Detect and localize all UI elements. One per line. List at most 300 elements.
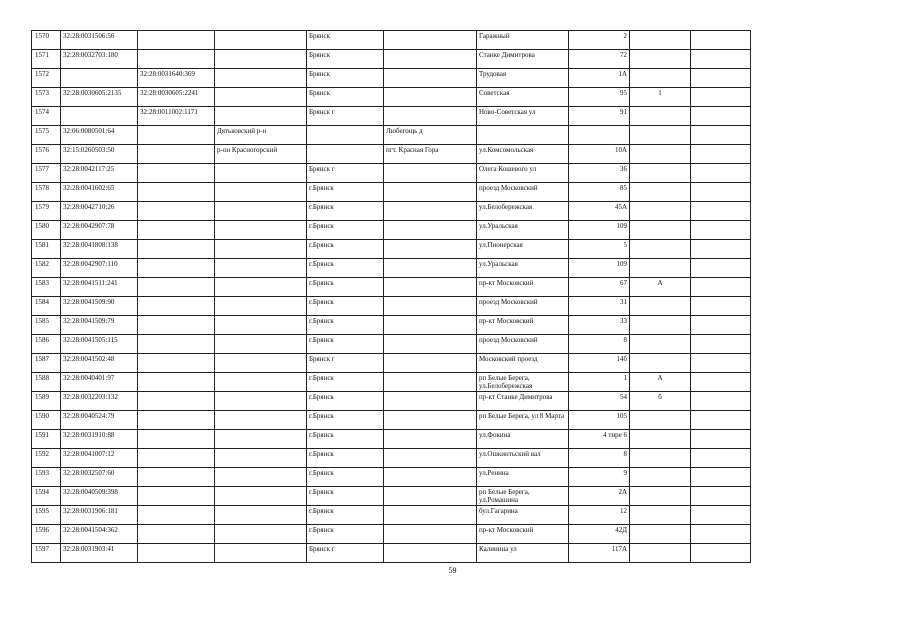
extra-cell	[691, 126, 751, 145]
table-row	[32, 468, 751, 487]
district-cell	[215, 221, 307, 240]
alt-cadastral-number-cell	[138, 392, 215, 411]
alt-cadastral-number-cell: 32:28:0030605:2241	[138, 88, 215, 107]
house-number-cell: 117А	[569, 544, 630, 563]
table-row	[32, 50, 751, 69]
city-cell: Брянск	[307, 50, 384, 69]
extra-cell	[691, 506, 751, 525]
alt-cadastral-number-cell: 32:28:0031640:369	[138, 69, 215, 88]
alt-cadastral-number-cell	[138, 183, 215, 202]
district-cell	[215, 468, 307, 487]
extra-cell	[691, 468, 751, 487]
settlement-cell: Любегощь д	[384, 126, 477, 145]
extra-cell	[691, 335, 751, 354]
cadastral-number-cell: 32:28:0031906:181	[61, 506, 138, 525]
city-cell: Брянск	[307, 69, 384, 88]
district-cell	[215, 202, 307, 221]
building-cell	[630, 544, 691, 563]
house-number-cell: 8	[569, 449, 630, 468]
settlement-cell	[384, 297, 477, 316]
settlement-cell	[384, 430, 477, 449]
table-row	[32, 335, 751, 354]
settlement-cell	[384, 373, 477, 392]
house-number-cell: 2А	[569, 487, 630, 506]
settlement-cell	[384, 240, 477, 259]
alt-cadastral-number-cell	[138, 164, 215, 183]
row-number-cell: 1583	[32, 278, 61, 297]
building-cell	[630, 354, 691, 373]
alt-cadastral-number-cell	[138, 544, 215, 563]
alt-cadastral-number-cell	[138, 373, 215, 392]
table-row	[32, 297, 751, 316]
table-row	[32, 354, 751, 373]
street-cell: Олега Кошевого ул	[477, 164, 569, 183]
extra-cell	[691, 183, 751, 202]
city-cell: Брянск г	[307, 544, 384, 563]
building-cell: А	[630, 278, 691, 297]
settlement-cell	[384, 88, 477, 107]
district-cell	[215, 164, 307, 183]
table-row	[32, 202, 751, 221]
cadastral-number-cell: 32:28:0041509:79	[61, 316, 138, 335]
row-number-cell: 1573	[32, 88, 61, 107]
street-cell: ул.Пионерская	[477, 240, 569, 259]
table-row	[32, 221, 751, 240]
house-number-cell: 9	[569, 468, 630, 487]
building-cell	[630, 297, 691, 316]
district-cell	[215, 506, 307, 525]
house-number-cell: 14б	[569, 354, 630, 373]
cadastral-number-cell: 32:28:0041808:138	[61, 240, 138, 259]
house-number-cell: 1А	[569, 69, 630, 88]
building-cell	[630, 449, 691, 468]
extra-cell	[691, 69, 751, 88]
house-number-cell: 5	[569, 240, 630, 259]
building-cell	[630, 430, 691, 449]
cadastral-number-cell: 32:28:0041511:241	[61, 278, 138, 297]
row-number-cell: 1575	[32, 126, 61, 145]
row-number-cell: 1587	[32, 354, 61, 373]
cadastral-number-cell: 32:28:0032507:60	[61, 468, 138, 487]
building-cell	[630, 506, 691, 525]
house-number-cell: 95	[569, 88, 630, 107]
table-row	[32, 506, 751, 525]
building-cell	[630, 31, 691, 50]
settlement-cell	[384, 278, 477, 297]
extra-cell	[691, 430, 751, 449]
building-cell	[630, 145, 691, 164]
street-cell: Гаражный	[477, 31, 569, 50]
table-row	[32, 392, 751, 411]
cadastral-number-cell: 32:28:0032203:132	[61, 392, 138, 411]
settlement-cell	[384, 411, 477, 430]
extra-cell	[691, 259, 751, 278]
cadastral-number-cell: 32:28:0041505:115	[61, 335, 138, 354]
cadastral-number-cell: 32:28:0041602:65	[61, 183, 138, 202]
house-number-cell: 54	[569, 392, 630, 411]
district-cell	[215, 544, 307, 563]
table-row	[32, 259, 751, 278]
house-number-cell: 91	[569, 107, 630, 126]
building-cell	[630, 69, 691, 88]
street-cell: пр-кт Московский	[477, 525, 569, 544]
street-cell: пр-кт Станке Димитрова	[477, 392, 569, 411]
row-number-cell: 1581	[32, 240, 61, 259]
extra-cell	[691, 107, 751, 126]
extra-cell	[691, 145, 751, 164]
street-cell: проезд Московский	[477, 335, 569, 354]
row-number-cell: 1592	[32, 449, 61, 468]
street-cell: проезд Московский	[477, 183, 569, 202]
table-row	[32, 88, 751, 107]
district-cell	[215, 373, 307, 392]
alt-cadastral-number-cell: 32:28:0011002:1171	[138, 107, 215, 126]
street-cell: ул.Фокина	[477, 430, 569, 449]
city-cell: г.Брянск	[307, 373, 384, 392]
extra-cell	[691, 278, 751, 297]
table-row	[32, 544, 751, 563]
district-cell	[215, 411, 307, 430]
house-number-cell: 2	[569, 31, 630, 50]
settlement-cell	[384, 316, 477, 335]
row-number-cell: 1595	[32, 506, 61, 525]
alt-cadastral-number-cell	[138, 202, 215, 221]
district-cell	[215, 278, 307, 297]
street-cell: Станке Димитрова	[477, 50, 569, 69]
city-cell: г.Брянск	[307, 183, 384, 202]
cadastral-number-cell	[61, 107, 138, 126]
district-cell	[215, 50, 307, 69]
city-cell: Брянск г	[307, 354, 384, 373]
city-cell: Брянск г	[307, 107, 384, 126]
street-cell: ул.Ошкинтьский вал	[477, 449, 569, 468]
street-cell: Трудовая	[477, 69, 569, 88]
page-number: 59	[448, 566, 457, 575]
street-cell: пр-кт Московский	[477, 278, 569, 297]
extra-cell	[691, 31, 751, 50]
district-cell	[215, 354, 307, 373]
building-cell	[630, 126, 691, 145]
cadastral-number-cell	[61, 69, 138, 88]
district-cell	[215, 31, 307, 50]
settlement-cell	[384, 164, 477, 183]
row-number-cell: 1574	[32, 107, 61, 126]
cadastral-number-cell: 32:28:0041504:362	[61, 525, 138, 544]
extra-cell	[691, 544, 751, 563]
settlement-cell	[384, 221, 477, 240]
row-number-cell: 1596	[32, 525, 61, 544]
alt-cadastral-number-cell	[138, 278, 215, 297]
extra-cell	[691, 354, 751, 373]
building-cell	[630, 335, 691, 354]
house-number-cell: 1	[569, 373, 630, 392]
alt-cadastral-number-cell	[138, 335, 215, 354]
row-number-cell: 1584	[32, 297, 61, 316]
alt-cadastral-number-cell	[138, 506, 215, 525]
cadastral-number-cell: 32:28:0042710:26	[61, 202, 138, 221]
row-number-cell: 1572	[32, 69, 61, 88]
cadastral-number-cell: 32:28:0042117:25	[61, 164, 138, 183]
extra-cell	[691, 50, 751, 69]
extra-cell	[691, 88, 751, 107]
city-cell	[307, 145, 384, 164]
city-cell: г.Брянск	[307, 278, 384, 297]
city-cell: г.Брянск	[307, 430, 384, 449]
city-cell: г.Брянск	[307, 297, 384, 316]
settlement-cell	[384, 202, 477, 221]
extra-cell	[691, 525, 751, 544]
building-cell: б	[630, 392, 691, 411]
alt-cadastral-number-cell	[138, 297, 215, 316]
city-cell: г.Брянск	[307, 221, 384, 240]
house-number-cell: 31	[569, 297, 630, 316]
street-cell: пр-кт Московский	[477, 316, 569, 335]
building-cell	[630, 202, 691, 221]
settlement-cell	[384, 183, 477, 202]
district-cell: Дятьковский р-н	[215, 126, 307, 145]
settlement-cell	[384, 487, 477, 506]
alt-cadastral-number-cell	[138, 259, 215, 278]
city-cell: Брянск	[307, 88, 384, 107]
city-cell: г.Брянск	[307, 487, 384, 506]
building-cell	[630, 107, 691, 126]
extra-cell	[691, 411, 751, 430]
city-cell: г.Брянск	[307, 316, 384, 335]
table-body	[32, 31, 751, 563]
row-number-cell: 1590	[32, 411, 61, 430]
district-cell	[215, 430, 307, 449]
street-cell: ул.Белобережская	[477, 202, 569, 221]
alt-cadastral-number-cell	[138, 354, 215, 373]
cadastral-number-cell: 32:28:0041502:48	[61, 354, 138, 373]
district-cell: р-он Красногорский	[215, 145, 307, 164]
table-row	[32, 525, 751, 544]
row-number-cell: 1570	[32, 31, 61, 50]
settlement-cell	[384, 50, 477, 69]
district-cell	[215, 316, 307, 335]
district-cell	[215, 69, 307, 88]
table-row	[32, 487, 751, 506]
settlement-cell	[384, 69, 477, 88]
city-cell: г.Брянск	[307, 506, 384, 525]
district-cell	[215, 525, 307, 544]
street-cell: ул.Уральская	[477, 259, 569, 278]
house-number-cell: 72	[569, 50, 630, 69]
row-number-cell: 1585	[32, 316, 61, 335]
cadastral-number-cell: 32:28:0042907:110	[61, 259, 138, 278]
city-cell: г.Брянск	[307, 240, 384, 259]
table-row	[32, 31, 751, 50]
cadastral-number-cell: 32:15:0260503:50	[61, 145, 138, 164]
table-row	[32, 145, 751, 164]
settlement-cell	[384, 392, 477, 411]
cadastral-number-cell: 32:28:0041007:12	[61, 449, 138, 468]
row-number-cell: 1586	[32, 335, 61, 354]
row-number-cell: 1578	[32, 183, 61, 202]
building-cell: А	[630, 373, 691, 392]
alt-cadastral-number-cell	[138, 468, 215, 487]
building-cell	[630, 183, 691, 202]
row-number-cell: 1597	[32, 544, 61, 563]
settlement-cell	[384, 525, 477, 544]
cadastral-number-cell: 32:28:0031506:56	[61, 31, 138, 50]
house-number-cell: 36	[569, 164, 630, 183]
street-cell: Советская	[477, 88, 569, 107]
city-cell: г.Брянск	[307, 259, 384, 278]
house-number-cell: 105	[569, 411, 630, 430]
settlement-cell	[384, 107, 477, 126]
district-cell	[215, 240, 307, 259]
street-cell: рп Белые Берега, ул 8 Марта	[477, 411, 569, 430]
cadastral-number-cell: 32:28:0040524:79	[61, 411, 138, 430]
row-number-cell: 1591	[32, 430, 61, 449]
building-cell	[630, 221, 691, 240]
extra-cell	[691, 164, 751, 183]
city-cell: г.Брянск	[307, 202, 384, 221]
table-row	[32, 69, 751, 88]
district-cell	[215, 335, 307, 354]
row-number-cell: 1588	[32, 373, 61, 392]
registry-table	[31, 30, 751, 563]
city-cell: г.Брянск	[307, 392, 384, 411]
settlement-cell	[384, 259, 477, 278]
building-cell	[630, 487, 691, 506]
extra-cell	[691, 221, 751, 240]
building-cell	[630, 50, 691, 69]
settlement-cell	[384, 544, 477, 563]
table-row	[32, 164, 751, 183]
cadastral-number-cell: 32:28:0041509:90	[61, 297, 138, 316]
building-cell: 1	[630, 88, 691, 107]
settlement-cell	[384, 468, 477, 487]
row-number-cell: 1589	[32, 392, 61, 411]
table-row	[32, 107, 751, 126]
cadastral-number-cell: 32:28:0031910:88	[61, 430, 138, 449]
row-number-cell: 1577	[32, 164, 61, 183]
house-number-cell: 12	[569, 506, 630, 525]
cadastral-number-cell: 32:28:0040401:97	[61, 373, 138, 392]
street-cell: ул.Уральская	[477, 221, 569, 240]
district-cell	[215, 487, 307, 506]
alt-cadastral-number-cell	[138, 50, 215, 69]
city-cell: Брянск	[307, 31, 384, 50]
cadastral-number-cell: 32:28:0031903:41	[61, 544, 138, 563]
row-number-cell: 1593	[32, 468, 61, 487]
city-cell: г.Брянск	[307, 411, 384, 430]
district-cell	[215, 392, 307, 411]
district-cell	[215, 259, 307, 278]
district-cell	[215, 88, 307, 107]
city-cell: г.Брянск	[307, 449, 384, 468]
settlement-cell	[384, 354, 477, 373]
building-cell	[630, 259, 691, 278]
house-number-cell: 85	[569, 183, 630, 202]
cadastral-number-cell: 32:28:0030605:2135	[61, 88, 138, 107]
city-cell: г.Брянск	[307, 335, 384, 354]
building-cell	[630, 164, 691, 183]
street-cell: рп Белые Берега, ул.Ромашина	[477, 487, 569, 506]
alt-cadastral-number-cell	[138, 487, 215, 506]
alt-cadastral-number-cell	[138, 449, 215, 468]
table-row	[32, 373, 751, 392]
settlement-cell	[384, 31, 477, 50]
alt-cadastral-number-cell	[138, 221, 215, 240]
house-number-cell: 4 тире 6	[569, 430, 630, 449]
street-cell: Московский проезд	[477, 354, 569, 373]
city-cell: Брянск г	[307, 164, 384, 183]
extra-cell	[691, 449, 751, 468]
street-cell	[477, 126, 569, 145]
table-row	[32, 278, 751, 297]
extra-cell	[691, 487, 751, 506]
house-number-cell: 42Д	[569, 525, 630, 544]
street-cell: Ново-Советская ул	[477, 107, 569, 126]
alt-cadastral-number-cell	[138, 126, 215, 145]
district-cell	[215, 183, 307, 202]
table-row	[32, 183, 751, 202]
house-number-cell: 10А	[569, 145, 630, 164]
street-cell: бул.Гагарина	[477, 506, 569, 525]
house-number-cell: 33	[569, 316, 630, 335]
row-number-cell: 1594	[32, 487, 61, 506]
building-cell	[630, 468, 691, 487]
street-cell: Калинина ул	[477, 544, 569, 563]
building-cell	[630, 240, 691, 259]
row-number-cell: 1576	[32, 145, 61, 164]
house-number-cell: 109	[569, 221, 630, 240]
city-cell: г.Брянск	[307, 468, 384, 487]
row-number-cell: 1580	[32, 221, 61, 240]
extra-cell	[691, 316, 751, 335]
table-row	[32, 430, 751, 449]
city-cell: г.Брянск	[307, 525, 384, 544]
house-number-cell: 109	[569, 259, 630, 278]
row-number-cell: 1571	[32, 50, 61, 69]
alt-cadastral-number-cell	[138, 31, 215, 50]
cadastral-number-cell: 32:28:0032703:180	[61, 50, 138, 69]
district-cell	[215, 449, 307, 468]
table-row	[32, 240, 751, 259]
extra-cell	[691, 373, 751, 392]
extra-cell	[691, 297, 751, 316]
alt-cadastral-number-cell	[138, 316, 215, 335]
cadastral-number-cell: 32:28:0042907:78	[61, 221, 138, 240]
house-number-cell: 45А	[569, 202, 630, 221]
building-cell	[630, 525, 691, 544]
district-cell	[215, 107, 307, 126]
house-number-cell: 67	[569, 278, 630, 297]
settlement-cell: пгт. Красная Гора	[384, 145, 477, 164]
city-cell	[307, 126, 384, 145]
settlement-cell	[384, 506, 477, 525]
building-cell	[630, 316, 691, 335]
house-number-cell: 8	[569, 335, 630, 354]
alt-cadastral-number-cell	[138, 145, 215, 164]
street-cell: рп Белые Берега, ул.Белобережская	[477, 373, 569, 392]
house-number-cell	[569, 126, 630, 145]
settlement-cell	[384, 335, 477, 354]
district-cell	[215, 297, 307, 316]
table-row	[32, 411, 751, 430]
table-row	[32, 126, 751, 145]
extra-cell	[691, 240, 751, 259]
cadastral-number-cell: 32:28:0040509:398	[61, 487, 138, 506]
alt-cadastral-number-cell	[138, 430, 215, 449]
street-cell: ул.Комсомольская	[477, 145, 569, 164]
extra-cell	[691, 392, 751, 411]
cadastral-number-cell: 32:06:0080501:64	[61, 126, 138, 145]
alt-cadastral-number-cell	[138, 525, 215, 544]
